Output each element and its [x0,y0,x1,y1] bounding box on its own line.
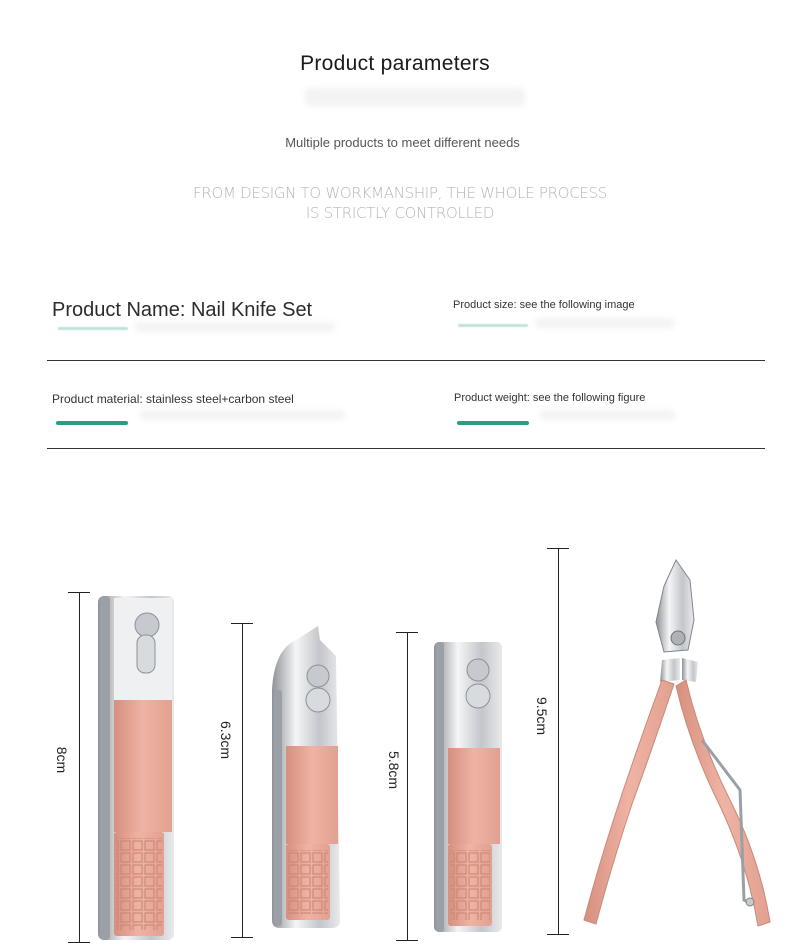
divider [47,360,765,361]
ghost-text [540,410,675,420]
cuticle-nipper-icon [584,560,770,926]
tagline-line-1: FROM DESIGN TO WORKMANSHIP, THE WHOLE PROCESS [193,184,607,202]
spec-product-material: Product material: stainless steel+carbon steel [52,392,294,406]
small-nail-clipper-icon [434,642,502,932]
accent-bar [58,327,128,330]
tagline [0,183,790,223]
ghost-subheading [305,88,525,106]
dim-label-large-clipper: 8cm [54,746,70,774]
ghost-text [135,322,335,332]
product-illustrations [0,540,790,951]
spec-product-size: Product size: see the following image [453,299,635,311]
dim-label-small-clipper: 5.8cm [386,750,402,790]
ghost-text [140,410,345,420]
page-subtitle: Multiple products to meet different needs [285,135,520,150]
dim-label-cuticle-nipper: 9.5cm [534,696,550,736]
divider [47,448,765,449]
accent-bar [457,421,529,425]
accent-bar [458,324,528,327]
page-title: Product parameters [300,52,490,75]
ghost-text [535,318,675,328]
slanted-nail-clipper-icon [272,626,340,928]
tagline-line-2: IS STRICTLY CONTROLLED [305,204,495,222]
spec-product-name: Product Name: Nail Knife Set [52,299,313,321]
accent-bar [56,421,128,425]
spec-product-weight: Product weight: see the following figure [454,392,646,404]
dim-label-slant-clipper: 6.3cm [218,720,234,760]
large-nail-clipper-icon [98,596,174,940]
